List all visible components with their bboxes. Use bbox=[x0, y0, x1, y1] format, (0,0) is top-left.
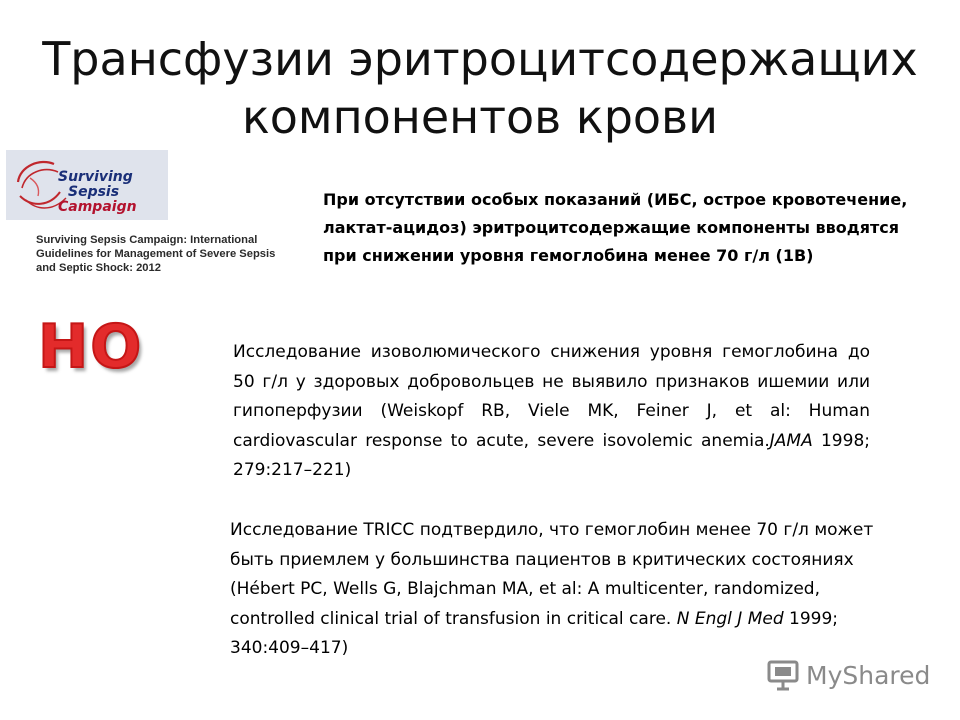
presentation-icon bbox=[766, 658, 800, 692]
study1-text: Исследование изоволюмического снижения уровня гемоглобина до 50 г/л у здоровых добровольцев не выявило признаков ишемии или гипоперфузии (Weiskopf RB, Viele MK, Feiner J, et al: Human cardiovascular response to acute, severe isovolemic anemia. bbox=[233, 342, 870, 451]
surviving-sepsis-logo bbox=[6, 150, 168, 220]
title-line-2: компонентов крови bbox=[241, 90, 719, 144]
study2-journal: N Engl J Med bbox=[676, 608, 784, 629]
study2-text: Исследование TRICC подтвердило, что гемоглобин менее 70 г/л может быть приемлем у большинства пациентов в критических состояниях (Hébert PC, Wells G, Blajchman MA, et al: A multicenter, randomized, controlled clinical trial of transfusion in critical care. bbox=[230, 520, 874, 629]
slide-title bbox=[40, 30, 920, 146]
no-word: НО bbox=[38, 312, 144, 382]
study-weiskopf bbox=[233, 338, 870, 486]
guideline-caption: Surviving Sepsis Campaign: International Guidelines for Management of Severe Sepsis and Septic Shock: 2012 bbox=[36, 234, 276, 274]
study1-journal: JAMA bbox=[769, 430, 813, 451]
myshared-watermark bbox=[766, 655, 930, 695]
title-line-1: Трансфузии эритроцитсодержащих bbox=[42, 32, 918, 86]
study-tricc bbox=[230, 516, 890, 664]
logo-line-3: Campaign bbox=[58, 199, 137, 215]
watermark-text: MyShared bbox=[806, 660, 931, 690]
logo-line-1: Surviving bbox=[58, 169, 133, 185]
study2-tail: 1999; 340:409–417) bbox=[230, 608, 839, 658]
recommendation-text: При отсутствии особых показаний (ИБС, острое кровотечение, лактат-ацидоз) эритроцитсодержащие компоненты вводятся при снижении уровня гемоглобина менее 70 г/л (1В) bbox=[323, 190, 908, 265]
logo-text bbox=[58, 170, 137, 215]
study1-tail: 1998; 279:217–221) bbox=[233, 430, 870, 480]
logo-line-2: Sepsis bbox=[68, 184, 120, 200]
